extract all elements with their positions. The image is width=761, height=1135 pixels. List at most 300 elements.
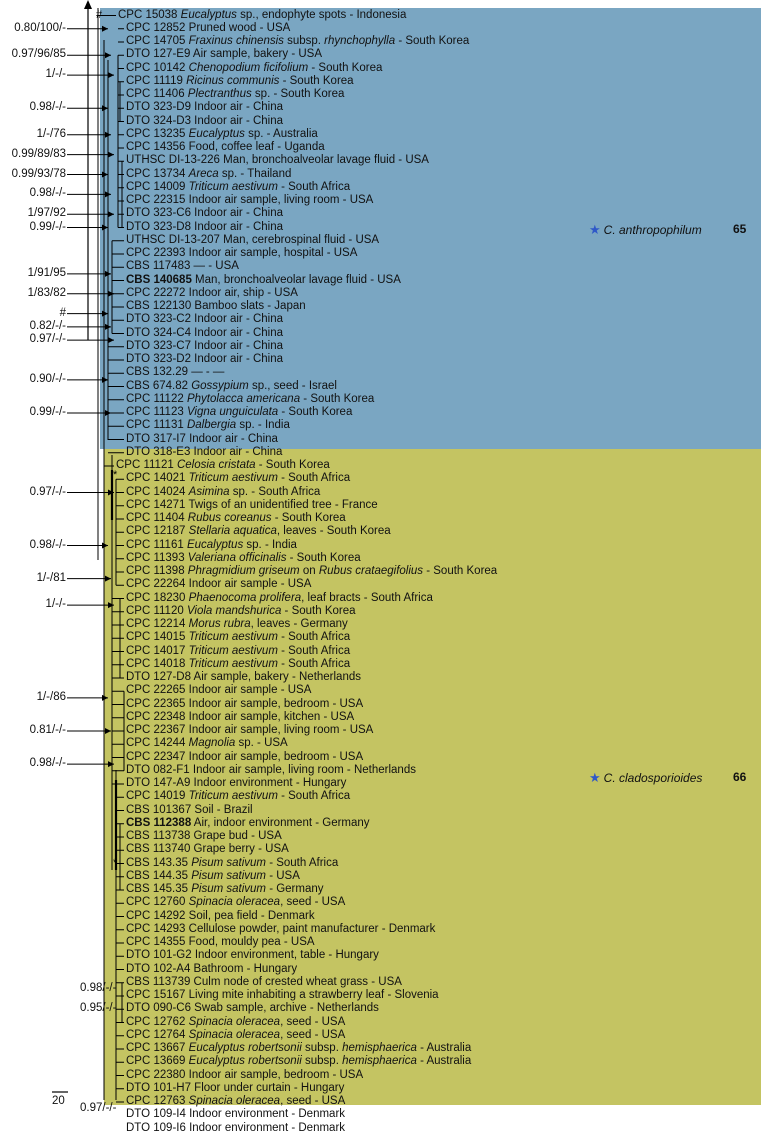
species-name: Celosia cristata: [176, 459, 256, 471]
taxon-text: - Australia: [416, 1055, 472, 1068]
support-value: 0.98/-/-: [29, 538, 66, 551]
taxon-text: CPC 11119: [126, 74, 187, 87]
taxon-label: [126, 1122, 345, 1135]
taxon-text: DTO 324-C4 Indoor air - China: [126, 326, 284, 339]
taxon-text: CBS 122130 Bamboo slats - Japan: [126, 300, 306, 312]
taxon-text: CPC 22347 Indoor air sample, bedroom - USA: [126, 750, 364, 763]
taxon-text: sp. - India: [243, 538, 297, 551]
species-name: Valeriana officinalis: [187, 551, 287, 564]
species-name: Spinacia oleracea: [188, 1095, 281, 1107]
taxon-label: [126, 1029, 345, 1042]
support-value: 0.81/-/-: [29, 724, 66, 736]
taxon-label: [126, 181, 350, 194]
taxon-text: CBS 113739 Culm node of crested wheat grass - USA: [126, 975, 402, 988]
taxon-text: - South Korea: [281, 604, 356, 617]
type-strain-label: CBS 140685: [126, 273, 192, 286]
taxon-text: CBS 117483 — - USA: [126, 260, 239, 273]
taxon-text: DTO 109-I4 Indoor environment - Denmark: [126, 1108, 346, 1121]
taxon-text: CPC 22367 Indoor air sample, living room - USA: [126, 724, 374, 736]
taxon-text: CPC 22315 Indoor air sample, living room - USA: [126, 194, 374, 206]
taxon-text: CPC 12764: [126, 1028, 189, 1041]
taxon-text: CPC 11122: [126, 392, 187, 405]
taxon-label: [126, 830, 282, 843]
taxon-text: sp., seed - Israel: [248, 379, 337, 392]
taxon-label: [116, 459, 330, 472]
taxon-label: [126, 539, 297, 552]
taxon-label: [126, 499, 378, 512]
taxon-label: [126, 843, 289, 856]
support-value: 0.97/-/-: [80, 1101, 117, 1114]
taxon-text: CPC 14244: [126, 737, 189, 750]
taxon-text: sp. - Thailand: [218, 167, 292, 180]
taxon-label: [126, 1069, 363, 1082]
taxon-text: DTO 318-E3 Indoor air - China: [126, 445, 283, 458]
support-value: 0.80/100/-: [14, 21, 66, 34]
support-value: #: [59, 306, 66, 319]
taxon-label: [126, 353, 283, 366]
taxon-text: DTO 109-I6 Indoor environment - Denmark: [126, 1121, 346, 1134]
taxon-label: [126, 75, 354, 88]
support-value: 0.82/-/-: [29, 319, 66, 332]
asterisk-marker: *: [113, 857, 118, 869]
taxon-text: , seed - USA: [280, 896, 346, 909]
clade-number-anthropophilum: 65: [733, 222, 747, 236]
taxon-label: [126, 724, 373, 737]
root-arrow-icon: [84, 0, 92, 9]
support-value: 1/-/76: [36, 127, 66, 140]
taxon-label: [126, 234, 379, 247]
taxon-label: [126, 1082, 344, 1095]
taxon-text: DTO 090-C6 Swab sample, archive - Netherlands: [126, 1002, 379, 1015]
taxon-text: CBS 145.35: [126, 883, 192, 895]
clade-label-cladosporioides: ★ C. cladosporioides: [589, 770, 703, 785]
taxon-label: [126, 777, 346, 790]
taxon-text: CBS 143.35: [126, 856, 192, 869]
taxon-text: CPC 22272 Indoor air, ship - USA: [126, 286, 298, 299]
taxon-text: CPC 14355 Food, mouldy pea - USA: [126, 936, 315, 948]
taxon-label: [126, 618, 348, 631]
taxon-label: [126, 274, 401, 287]
taxon-label: [126, 313, 283, 326]
taxon-text: CPC 13734: [126, 167, 189, 180]
taxon-text: CPC 12763: [126, 1095, 189, 1107]
taxon-label: [126, 194, 373, 207]
taxon-text: CPC 11406: [126, 88, 188, 100]
taxon-label: [126, 565, 497, 578]
taxon-label: [126, 645, 350, 658]
taxon-text: CPC 14017: [126, 644, 189, 657]
arrowhead: [102, 105, 108, 111]
taxon-text: CPC 14356 Food, coffee leaf - Uganda: [126, 141, 325, 153]
taxon-label: [126, 751, 363, 764]
taxon-text: sp. - South Korea: [251, 88, 345, 100]
taxon-text: UTHSC DI-13-207 Man, cerebrospinal fluid - USA: [126, 233, 380, 246]
taxon-text: CPC 14019: [126, 790, 189, 803]
taxon-text: CPC 11123: [126, 406, 187, 418]
taxon-label: [126, 817, 370, 830]
taxon-label: [126, 1042, 471, 1055]
taxon-text: - Germany: [266, 883, 324, 895]
species-name: Triticum aestivum: [188, 657, 278, 670]
taxon-label: [126, 525, 391, 538]
taxon-text: CPC 15038: [118, 8, 181, 21]
support-value: 0.99/-/-: [29, 220, 66, 233]
taxon-text: DTO 317-I7 Indoor air - China: [126, 432, 278, 445]
arrowhead: [102, 695, 108, 701]
taxon-text: CBS 113740 Grape berry - USA: [126, 843, 289, 856]
taxon-text: CBS 144.35: [126, 869, 192, 882]
taxon-label: [126, 340, 283, 353]
taxon-text: CPC 14018: [126, 657, 189, 670]
species-name: hemisphaerica: [342, 1042, 417, 1054]
taxon-text: CPC 13667: [126, 1042, 189, 1054]
support-value: 1/-/86: [36, 690, 66, 703]
taxon-text: - South Africa: [277, 657, 351, 670]
taxon-text: CPC 12760: [126, 896, 189, 909]
taxon-label: [126, 949, 379, 962]
taxon-label: [126, 592, 433, 605]
taxon-text: , leaf bracts - South Africa: [301, 591, 433, 604]
star-icon: ★: [589, 770, 601, 785]
taxon-text: DTO 102-A4 Bathroom - Hungary: [126, 962, 298, 975]
taxon-text: , seed - USA: [280, 1015, 346, 1028]
taxon-text: CPC 12852 Pruned wood - USA: [126, 21, 291, 34]
species-name: Viola mandshurica: [186, 604, 282, 617]
taxon-text: CPC 11393: [126, 551, 188, 564]
taxon-label: [126, 804, 253, 817]
support-value: 0.99/89/83: [11, 147, 66, 160]
taxon-text: DTO 082-F1 Indoor air sample, living room - Netherlands: [126, 763, 416, 776]
taxon-text: DTO 147-A9 Indoor environment - Hungary: [126, 777, 347, 789]
taxon-text: CPC 15167 Living mite inhabiting a strawberry leaf - Slovenia: [126, 989, 439, 1001]
taxon-label: [126, 790, 350, 803]
taxon-label: [126, 658, 350, 671]
taxon-text: sp. - USA: [235, 737, 288, 750]
support-value: 1/83/82: [27, 286, 66, 299]
support-value: 1/-/-: [45, 68, 66, 81]
taxon-text: CPC 22365 Indoor air sample, bedroom - USA: [126, 697, 364, 710]
taxon-text: DTO 101-G2 Indoor environment, table - Hungary: [126, 949, 379, 962]
taxon-text: DTO 323-C7 Indoor air - China: [126, 339, 284, 352]
taxon-text: - South Africa: [277, 790, 351, 803]
taxon-label: [126, 101, 283, 114]
taxon-text: CPC 11121: [116, 459, 177, 471]
taxon-label: [126, 631, 350, 644]
species-name: Eucalyptus robertsonii: [188, 1055, 302, 1068]
taxon-text: DTO 323-C2 Indoor air - China: [126, 313, 284, 326]
taxon-label: [126, 605, 356, 618]
taxon-text: , leaves - South Korea: [276, 525, 391, 538]
taxon-label: [126, 380, 337, 393]
support-value: 1/-/81: [36, 571, 66, 584]
arrowhead: [105, 576, 111, 582]
scale-bar-label: 20: [52, 1095, 65, 1107]
species-name: Plectranthus: [187, 88, 252, 100]
taxon-label: [126, 48, 322, 61]
taxon-text: CPC 11120: [126, 604, 187, 617]
taxon-label: [126, 936, 315, 949]
support-value: 0.99/93/78: [11, 167, 66, 180]
species-name: Triticum aestivum: [188, 631, 278, 644]
taxon-text: UTHSC DI-13-226 Man, bronchoalveolar lavage fluid - USA: [126, 154, 429, 167]
taxon-text: CPC 10142: [126, 61, 189, 74]
taxon-label: [126, 698, 363, 711]
taxon-label: [118, 9, 406, 22]
taxon-label: [126, 512, 346, 525]
species-name: Triticum aestivum: [188, 472, 278, 485]
taxon-text: DTO 127-D8 Air sample, bakery - Netherlands: [126, 671, 361, 683]
taxon-label: [126, 221, 283, 234]
arrowhead: [102, 26, 108, 32]
taxon-label: [126, 366, 224, 379]
taxon-label: [126, 910, 315, 923]
species-name: Eucalyptus: [180, 8, 237, 21]
taxon-label: [126, 711, 354, 724]
taxon-text: CPC 12187: [126, 525, 189, 538]
arrowhead: [108, 211, 114, 217]
taxon-text: DTO 323-C6 Indoor air - China: [126, 207, 284, 220]
taxon-text: CPC 22348 Indoor air sample, kitchen - USA: [126, 710, 355, 723]
species-name: Stellaria aquatica: [188, 525, 277, 538]
taxon-text: - South Korea: [286, 551, 361, 564]
species-name: Gossypium: [191, 379, 249, 392]
taxon-text: CPC 11131: [126, 419, 187, 432]
arrowhead: [108, 602, 114, 608]
taxon-label: [126, 486, 320, 499]
taxon-text: - USA: [266, 869, 300, 882]
taxon-text: - South Africa: [277, 472, 351, 485]
species-name: Spinacia oleracea: [188, 896, 281, 909]
taxon-label: [126, 857, 338, 870]
taxon-text: - South Korea: [300, 392, 375, 405]
species-name: Phytolacca americana: [186, 392, 301, 405]
taxon-text: - South Korea: [278, 406, 353, 418]
species-name: Triticum aestivum: [188, 790, 278, 803]
taxon-text: - South Korea: [279, 74, 354, 87]
species-name: Triticum aestivum: [188, 644, 278, 657]
taxon-label: [126, 168, 291, 181]
support-value: 0.90/-/-: [29, 372, 66, 385]
taxon-label: [126, 1095, 345, 1108]
taxon-label: [126, 22, 290, 35]
taxon-label: [126, 963, 297, 976]
taxon-label: [126, 552, 361, 565]
species-name: Eucalyptus robertsonii: [188, 1042, 302, 1054]
taxon-label: [126, 154, 429, 167]
taxon-text: CPC 11161: [126, 538, 187, 551]
taxon-text: sp. - South Africa: [229, 485, 321, 498]
support-value: 0.95/-/-: [80, 1002, 117, 1015]
support-value: 1/91/95: [27, 266, 66, 279]
taxon-text: CBS 113738 Grape bud - USA: [126, 830, 282, 842]
taxon-label: [126, 287, 298, 300]
species-name: Spinacia oleracea: [188, 1015, 281, 1028]
taxon-text: CPC 14292 Soil, pea field - Denmark: [126, 909, 315, 922]
taxon-text: sp. - India: [236, 419, 290, 432]
taxon-text: , leaves - Germany: [250, 618, 348, 630]
taxon-label: [126, 923, 435, 936]
taxon-label: [126, 128, 318, 141]
taxon-text: CBS 101367 Soil - Brazil: [126, 803, 253, 816]
taxon-label: [126, 764, 416, 777]
taxon-label: [126, 419, 290, 432]
taxon-label: [126, 976, 402, 989]
taxon-label: [126, 247, 357, 260]
arrowhead: [102, 543, 108, 549]
taxon-text: , seed - USA: [280, 1028, 346, 1041]
taxon-label: [126, 88, 344, 101]
taxon-label: [126, 62, 382, 75]
species-name: Pisum sativum: [191, 869, 266, 882]
taxon-text: CPC 11398: [126, 565, 188, 577]
taxon-text: CBS 674.82: [126, 379, 192, 392]
taxon-text: DTO 101-H7 Floor under curtain - Hungary: [126, 1081, 345, 1094]
arrowhead: [108, 761, 114, 767]
taxon-text: DTO 323-D2 Indoor air - China: [126, 353, 284, 365]
taxon-text: DTO 127-E9 Air sample, bakery - USA: [126, 48, 322, 61]
species-name: Asimina: [188, 485, 230, 498]
taxon-text: subsp.: [283, 35, 325, 47]
taxon-label: [126, 115, 283, 128]
taxon-text: on: [299, 565, 319, 577]
arrowhead: [102, 377, 108, 383]
taxon-label: [126, 671, 361, 684]
taxon-label: [126, 737, 288, 750]
arrowhead: [102, 172, 108, 178]
taxon-label: [126, 684, 311, 697]
taxon-text: CBS 132.29 — - —: [126, 366, 225, 379]
taxon-label: [126, 896, 345, 909]
taxon-text: CPC 18230: [126, 591, 189, 604]
species-name: Dalbergia: [186, 419, 237, 432]
hash-marker: #: [96, 9, 103, 21]
taxon-text: - South Africa: [266, 856, 339, 869]
taxon-text: CPC 13669: [126, 1055, 189, 1068]
taxon-text: sp. - Australia: [244, 127, 318, 140]
taxon-text: CPC 22265 Indoor air sample - USA: [126, 684, 312, 697]
species-name: Triticum aestivum: [188, 180, 278, 193]
support-value: 0.98/-/-: [29, 757, 66, 770]
taxon-label: [126, 300, 306, 313]
arrowhead: [108, 337, 114, 343]
species-name: Phragmidium griseum: [187, 565, 300, 577]
species-name: Eucalyptus: [186, 538, 244, 551]
taxon-text: CPC 13235: [126, 127, 189, 140]
arrowhead: [105, 728, 111, 734]
taxon-text: CPC 11404: [126, 512, 188, 524]
taxon-text: DTO 323-D9 Indoor air - China: [126, 101, 284, 114]
support-value: 0.98/-/-: [29, 187, 66, 200]
species-name: Rubus coreanus: [187, 512, 272, 524]
taxon-text: subsp.: [301, 1055, 343, 1068]
species-name: Pisum sativum: [191, 856, 266, 869]
taxon-text: sp., endophyte spots - Indonesia: [236, 8, 407, 21]
species-name: Chenopodium ficifolium: [188, 61, 309, 74]
taxon-text: DTO 324-D3 Indoor air - China: [126, 114, 284, 127]
taxon-text: - South Africa: [277, 631, 351, 644]
taxon-text: - Australia: [416, 1042, 472, 1054]
taxon-text: - South Korea: [423, 565, 498, 577]
support-value: 0.99/-/-: [29, 406, 66, 418]
taxon-text: Air, indoor environment - Germany: [191, 816, 370, 829]
taxon-text: DTO 323-D8 Indoor air - China: [126, 220, 284, 233]
arrowhead: [102, 225, 108, 231]
taxon-label: [126, 141, 325, 154]
taxon-text: CPC 12214: [126, 618, 189, 630]
species-name: Magnolia: [188, 737, 236, 750]
species-name: Areca: [188, 167, 219, 180]
taxon-text: - South Korea: [395, 35, 470, 47]
taxon-text: , seed - USA: [280, 1095, 346, 1107]
taxon-text: CPC 14009: [126, 180, 189, 193]
taxon-label: [126, 446, 282, 459]
clade-label-anthropophilum: ★ C. anthropophilum: [589, 222, 702, 237]
species-name: Morus rubra: [188, 618, 251, 630]
arrowhead: [105, 52, 111, 58]
taxon-text: Man, bronchoalveolar lavage fluid - USA: [191, 273, 401, 286]
taxon-text: CPC 22264 Indoor air sample - USA: [126, 578, 312, 591]
taxon-text: CPC 22393 Indoor air sample, hospital - USA: [126, 247, 358, 259]
species-name: rhynchophylla: [324, 35, 396, 47]
taxon-text: CPC 14271 Twigs of an unidentified tree - France: [126, 498, 378, 511]
taxon-label: [126, 883, 324, 896]
species-name: Phaenocoma prolifera: [188, 591, 302, 604]
taxon-label: [126, 406, 352, 419]
taxon-text: CPC 14015: [126, 631, 189, 644]
taxon-text: - South Africa: [277, 644, 351, 657]
arrowhead: [108, 72, 114, 78]
arrowhead: [102, 311, 108, 317]
species-name: Pisum sativum: [191, 883, 266, 895]
species-name: Eucalyptus: [188, 127, 245, 140]
support-value: 1/97/92: [27, 207, 66, 220]
star-icon: ★: [589, 222, 601, 237]
asterisk-marker: *: [113, 469, 118, 481]
taxon-label: [126, 989, 439, 1002]
species-name: Spinacia oleracea: [188, 1028, 281, 1041]
taxon-label: [126, 393, 374, 406]
taxon-label: [126, 1002, 379, 1015]
taxon-text: - South Korea: [308, 61, 383, 74]
species-name: Rubus crataegifolius: [318, 565, 424, 577]
support-value: 0.98/-/-: [29, 101, 66, 114]
support-value: 0.98/-/-: [80, 982, 117, 995]
taxon-text: CPC 22380 Indoor air sample, bedroom - USA: [126, 1068, 364, 1081]
clade-number-cladosporioides: 66: [733, 770, 747, 784]
taxon-label: [126, 35, 469, 48]
taxon-text: CPC 14293 Cellulose powder, paint manufacturer - Denmark: [126, 922, 436, 935]
taxon-text: - South Korea: [255, 459, 330, 471]
species-name: hemisphaerica: [342, 1055, 417, 1068]
support-value: 1/-/-: [45, 598, 66, 611]
taxon-label: [126, 472, 350, 485]
taxon-label: [126, 327, 283, 340]
taxon-label: [126, 1016, 345, 1029]
taxon-text: CPC 14705: [126, 35, 189, 47]
taxon-label: [126, 870, 300, 883]
taxon-text: subsp.: [301, 1042, 343, 1054]
taxon-text: - South Africa: [277, 180, 351, 193]
support-value: 0.97/96/85: [11, 48, 66, 61]
arrowhead: [108, 152, 114, 158]
taxon-label: [126, 260, 239, 273]
taxon-label: [126, 578, 311, 591]
support-value: 0.97/-/-: [29, 485, 66, 498]
species-name: Fraxinus chinensis: [188, 35, 284, 47]
species-name: Vigna unguiculata: [186, 406, 279, 418]
taxon-label: [126, 207, 283, 220]
taxon-text: CPC 12762: [126, 1015, 189, 1028]
